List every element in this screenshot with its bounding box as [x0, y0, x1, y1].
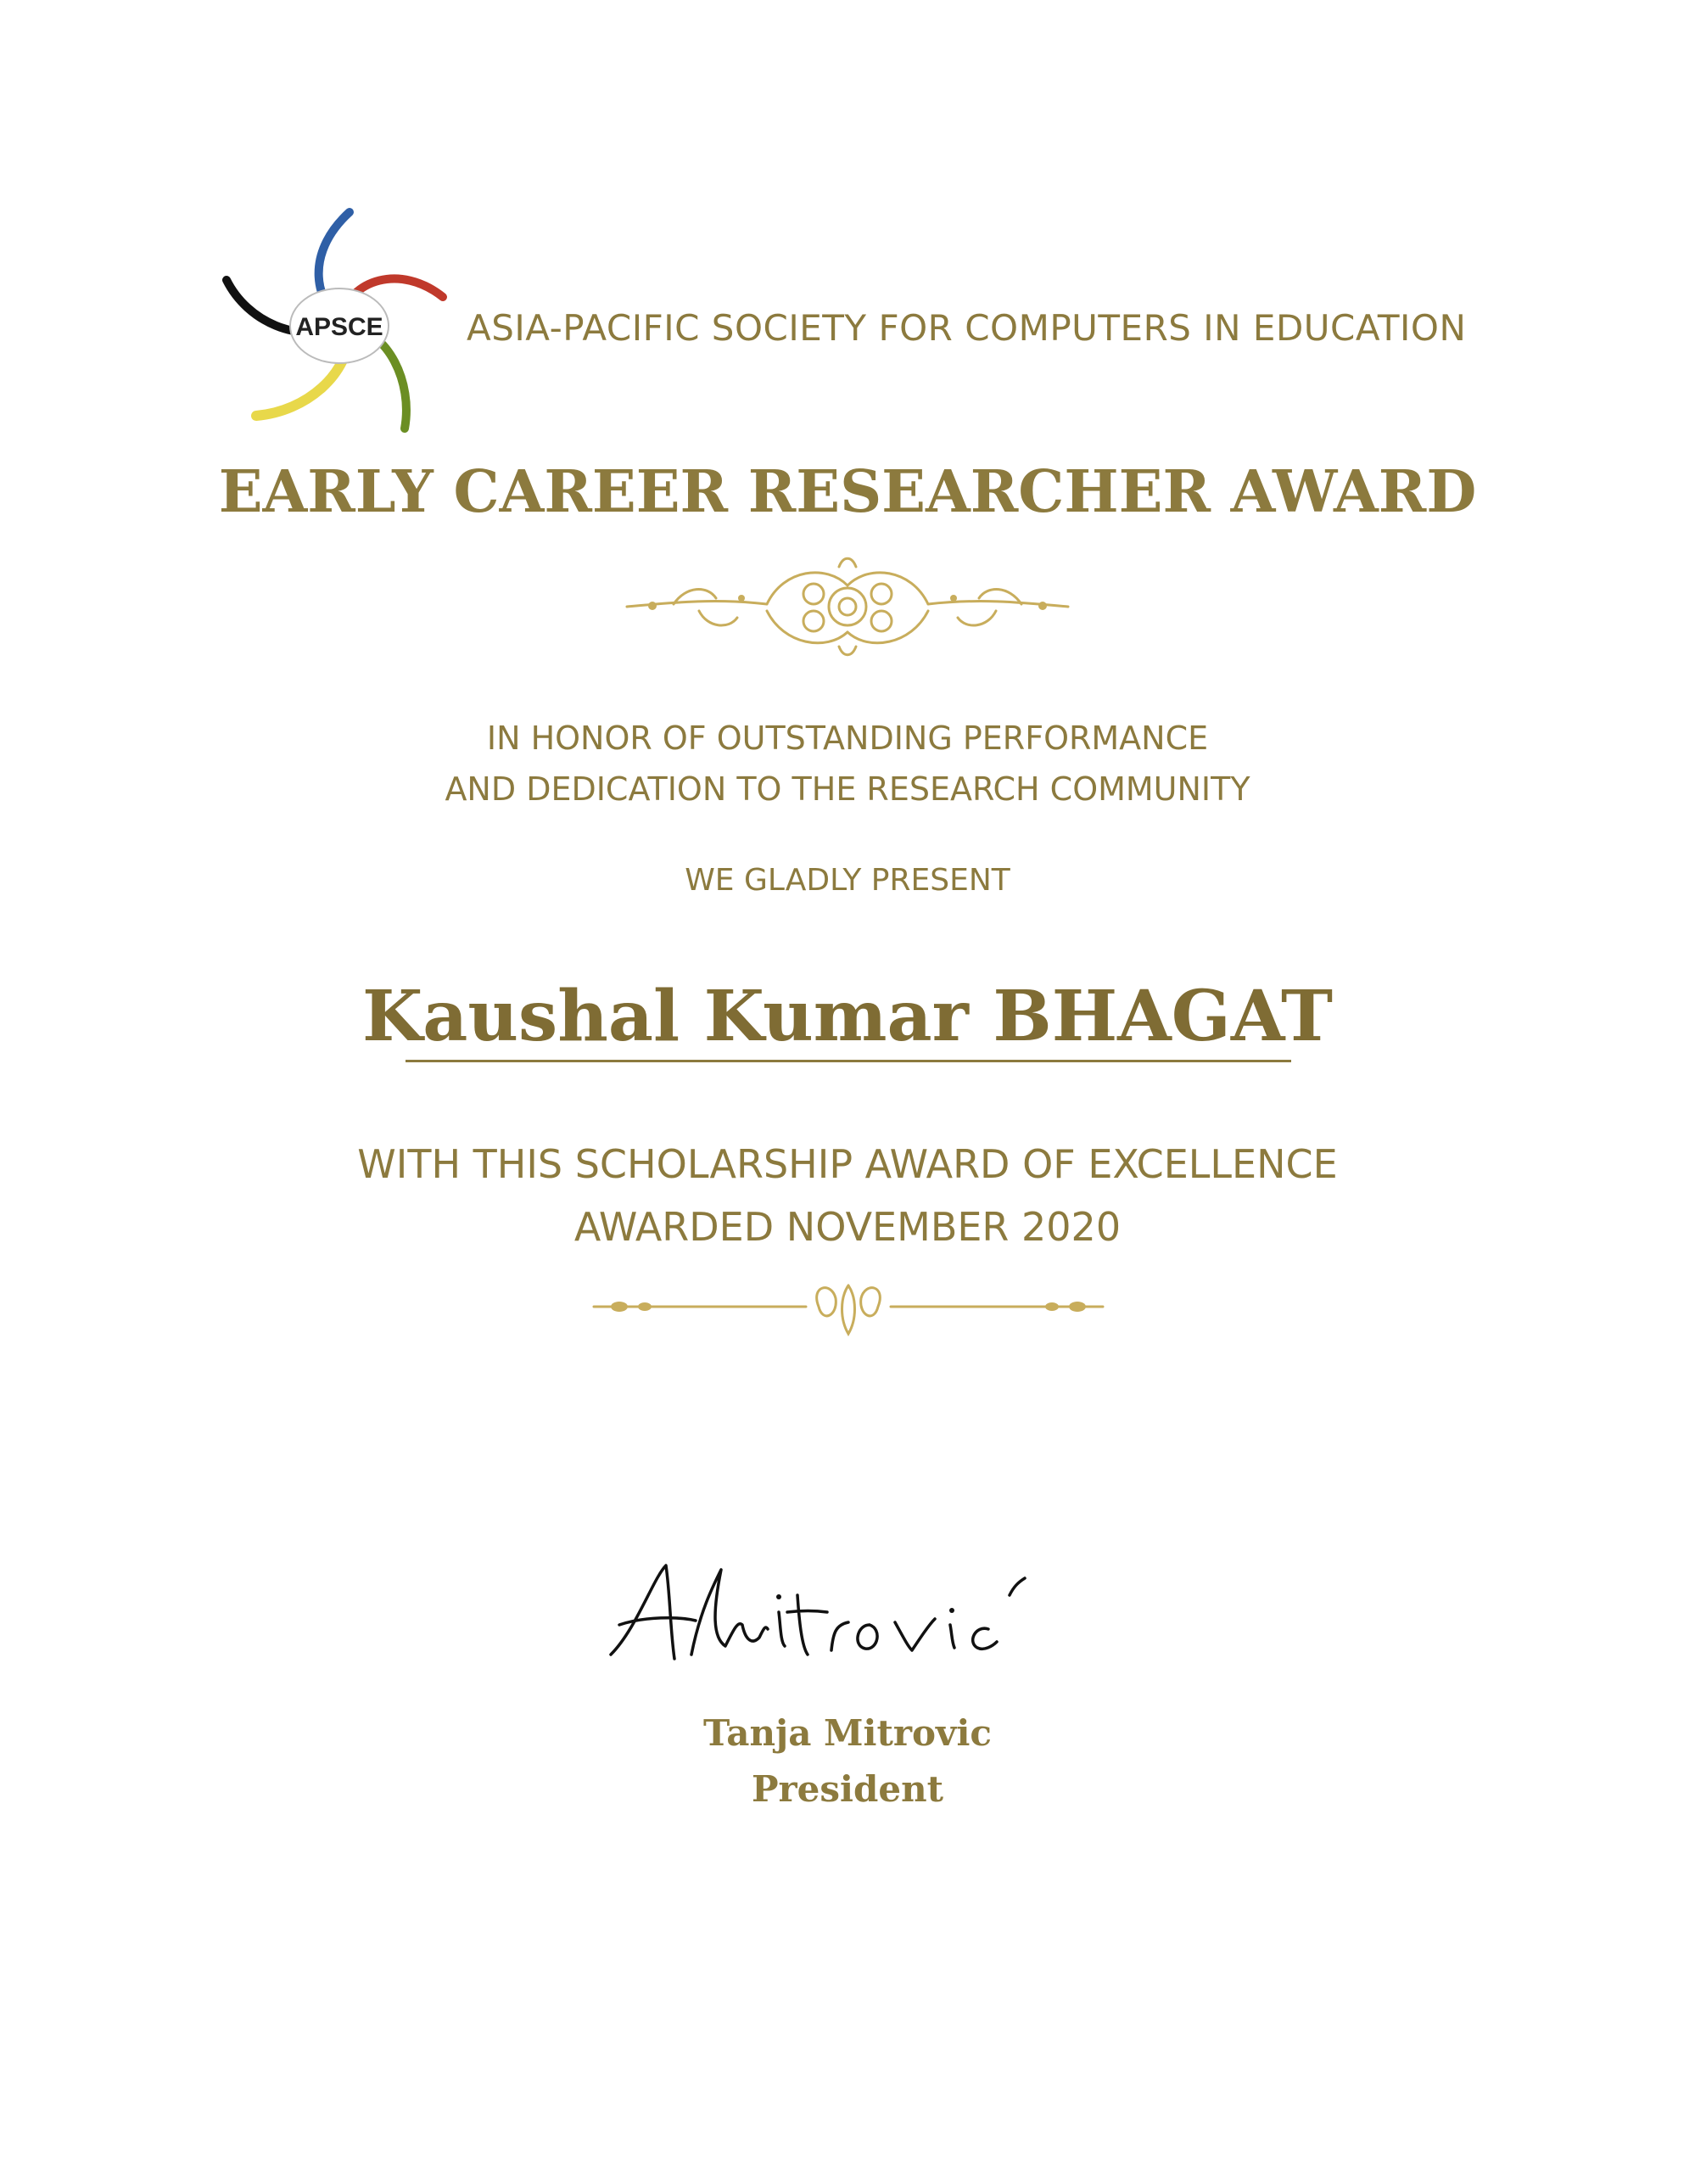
present-line: WE GLADLY PRESENT: [685, 863, 1010, 898]
signer-block: [0, 1705, 1695, 1817]
scholarship-statement: [0, 1133, 1695, 1258]
divider-ornament-icon: [585, 1273, 1111, 1341]
award-title: EARLY CAREER RESEARCHER AWARD: [218, 458, 1477, 526]
organization-name: ASIA-PACIFIC SOCIETY FOR COMPUTERS IN EDUCATION: [467, 307, 1467, 349]
signature-image: [585, 1544, 1094, 1688]
recipient-underline: [406, 1060, 1291, 1062]
signer-name: Tanja Mitrovic: [703, 1712, 992, 1754]
pinwheel-logo-icon: [222, 204, 460, 433]
recipient-name: Kaushal Kumar BHAGAT: [362, 976, 1333, 1057]
honor-line-1: IN HONOR OF OUTSTANDING PERFORMANCE: [486, 720, 1209, 757]
logo-text: APSCE: [295, 313, 383, 341]
scholarship-line-1: WITH THIS SCHOLARSHIP AWARD OF EXCELLENCE: [357, 1141, 1338, 1187]
honor-line-2: AND DEDICATION TO THE RESEARCH COMMUNITY: [445, 770, 1250, 808]
honor-statement: [0, 713, 1695, 815]
signer-title: President: [751, 1768, 944, 1810]
scholarship-line-2: AWARDED NOVEMBER 2020: [573, 1204, 1122, 1250]
flourish-ornament-icon: [623, 552, 1072, 662]
apsce-logo: [222, 204, 460, 433]
